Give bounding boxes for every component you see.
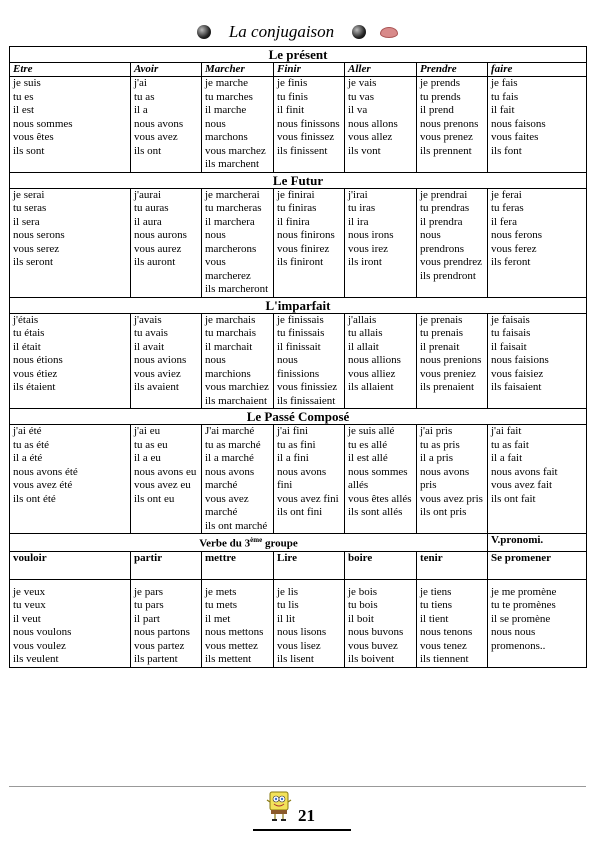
conjugation-cell: je tiens tu tiens il tient nous tenons vous tenez ils tiennent [417,579,488,667]
conjugation-cell: je veux tu veux il veut nous voulons vous voulez ils veulent [10,579,131,667]
verb-name: Prendre [417,63,488,77]
verb-name: Avoir [131,63,202,77]
conjugation-cell: je marcherai tu marcheras il marchera nous marcherons vous marcherez ils marcheront [202,188,274,297]
conjugation-cell: je prenais tu prenais il prenait nous prenions vous preniez ils prenaient [417,313,488,409]
conjugation-cell: je prends tu prends il prend nous prenons vous prenez ils prennent [417,77,488,173]
conjugation-cell: je suis tu es il est nous sommes vous êtes ils sont [10,77,131,173]
spongebob-icon [266,790,292,822]
verb-name: boire [345,551,417,579]
verb-name: Lire [274,551,345,579]
section-title: Le présent [10,47,587,63]
section-header-row [10,172,587,188]
conjugation-cell: j'ai été tu as été il a été nous avons été vous avez été ils ont été [10,425,131,534]
group3-header-row [10,534,587,552]
conjugation-cell: je finis tu finis il finit nous finissons vous finissez ils finissent [274,77,345,173]
verb-name: Marcher [202,63,274,77]
black-ball-icon [197,25,211,39]
lips-icon [380,27,398,38]
conjugation-cell: j'ai eu tu as eu il a eu nous avons eu vous avez eu ils ont eu [131,425,202,534]
conjugation-cell: j'étais tu étais il était nous étions vous étiez ils étaient [10,313,131,409]
conjugation-cell: j'irai tu iras il ira nous irons vous irez ils iront [345,188,417,297]
verb-name: Finir [274,63,345,77]
conjugation-cell: j'ai fini tu as fini il a fini nous avons fini vous avez fini ils ont fini [274,425,345,534]
conjugation-cell: J'ai marché tu as marché il a marché nous avons marché vous avez marché ils ont marché [202,425,274,534]
verb-header-row [10,63,587,77]
section-title: Le Passé Composé [10,409,587,425]
verb-name: partir [131,551,202,579]
conjugation-cell: je finirai tu finiras il finira nous finirons vous finirez ils finiront [274,188,345,297]
section-header-row [10,297,587,313]
conjugation-cell: je vais tu vas il va nous allons vous allez ils vont [345,77,417,173]
conjugation-cell: je finissais tu finissais il finissait nous finissions vous finissiez ils finissaient [274,313,345,409]
conjugation-row [10,425,587,534]
conjugation-cell: je pars tu pars il part nous partons vous partez ils partent [131,579,202,667]
conjugation-row [10,188,587,297]
verb-name: tenir [417,551,488,579]
black-ball-icon [352,25,366,39]
conjugation-cell: j'avais tu avais il avait nous avions vous aviez ils avaient [131,313,202,409]
conjugation-cell: je lis tu lis il lit nous lisons vous lisez ils lisent [274,579,345,667]
conjugation-cell: j'ai pris tu as pris il a pris nous avons pris vous avez pris ils ont pris [417,425,488,534]
section-header-row [10,47,587,63]
verb-name: mettre [202,551,274,579]
conjugation-cell: j'aurai tu auras il aura nous aurons vous aurez ils auront [131,188,202,297]
conjugation-cell: je prendrai tu prendras il prendra nous prendrons vous prendrez ils prendront [417,188,488,297]
conjugation-cell: je suis allé tu es allé il est allé nous sommes allés vous êtes allés ils sont allés [345,425,417,534]
page-header [0,18,595,46]
verb-name: Aller [345,63,417,77]
conjugation-cell: j'allais tu allais il allait nous allions vous alliez ils allaient [345,313,417,409]
conjugation-cell: je fais tu fais il fait nous faisons vous faites ils font [488,77,587,173]
conjugation-table [9,46,587,668]
verb-name: Etre [10,63,131,77]
page-number-underline [253,829,351,831]
footer-divider [9,786,586,787]
conjugation-cell: je marchais tu marchais il marchait nous marchions vous marchiez ils marchaient [202,313,274,409]
pronominal-label: V.pronomi. [488,534,587,552]
page-number: 21 [298,806,315,825]
conjugation-cell: je marche tu marches il marche nous marchons vous marchez ils marchent [202,77,274,173]
group3-verb-row [10,551,587,579]
conjugation-row [10,77,587,173]
verb-name: faire [488,63,587,77]
conjugation-row [10,579,587,667]
group3-label: Verbe du 3 [199,537,251,550]
conjugation-cell: je bois tu bois il boit nous buvons vous buvez ils boivent [345,579,417,667]
conjugation-cell: je me promène tu te promènes il se promène nous nous promenons.. [488,579,587,667]
conjugation-cell: je ferai tu feras il fera nous ferons vous ferez ils feront [488,188,587,297]
conjugation-cell: je faisais tu faisais il faisait nous faisions vous faisiez ils faisaient [488,313,587,409]
group3-title [10,534,488,552]
conjugation-cell: je mets tu mets il met nous mettons vous mettez ils mettent [202,579,274,667]
group3-label-sup: ème [250,536,263,544]
conjugation-row [10,313,587,409]
verb-name: vouloir [10,551,131,579]
section-title: L'imparfait [10,297,587,313]
group3-label-end: groupe [262,537,298,550]
conjugation-cell: j'ai tu as il a nous avons vous avez ils ont [131,77,202,173]
conjugation-cell: je serai tu seras il sera nous serons vous serez ils seront [10,188,131,297]
section-header-row [10,409,587,425]
section-title: Le Futur [10,172,587,188]
conjugation-cell: j'ai fait tu as fait il a fait nous avons fait vous avez fait ils ont fait [488,425,587,534]
page-title: La conjugaison [228,22,335,41]
verb-name: Se promener [488,551,587,579]
